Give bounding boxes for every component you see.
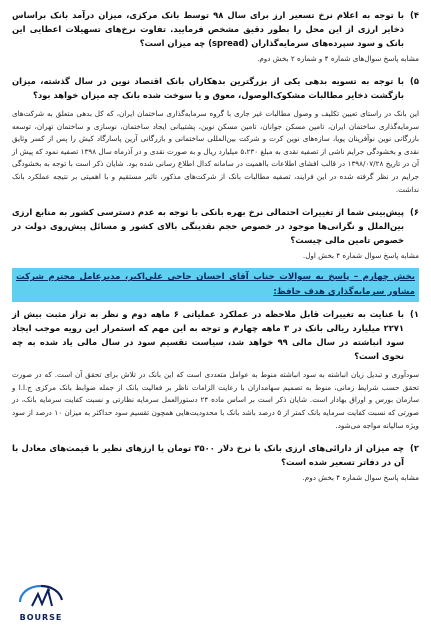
answer-paragraph: سودآوری و تبدیل زیان انباشته به سود انباشته منوط به عوامل متعددی است که این بانک در تلاش برای تحقق آن است. که در صورت تحقق حسب شرایط زمانی، منوط به تصمیم سهامداران با رعایت الزامات ناظر بر فعالیت بانک از جمله ضوابط بانک مرکزی ج.ا.ا و سازمان بورس و اوراق بهادار است. شایان ذکر است بر اساس ماده ۲۴ دستورالعمل سرمایه نظارتی و نسبت کفایت سرمایه بانک، در صورتی که نسبت کفایت سرمایه بانک کمتر از ۵ درصد باشد بانک با محدودیت‌هایی همچون تقسیم سود حداکثر به میزان ۱۰ درصد از سود ویژه سالیانه مواجه می‌شود. (12, 370, 419, 430)
question-number: ۵) (410, 76, 419, 86)
question-number: ۴) (410, 10, 419, 20)
bourse-logo (12, 582, 70, 622)
question-number: ۲) (410, 443, 419, 454)
section-title: بخش چهارم – پاسخ به سوالات جناب آقای احسان حاجی علی‌اکبر، مدیرعامل محترم شرکت مشاور سرمایه‌گذاری هدف حافظ: (16, 272, 415, 298)
section4-question-1 (12, 307, 419, 363)
question-text: با توجه به تسویه بدهی یکی از بزرگترین بدهکاران بانک اقتصاد نوین در سال گذشته، میزان بازگشت ذخایر مطالبات مشکوک‌الوصول، معوق و یا سوخت شده بانک چه میزان خواهد بود؟ (12, 76, 405, 100)
question-text: چه میزان از دارائی‌های ارزی بانک با نرخ دلار ۳۵۰۰ تومان یا ارزهای نظیر با قیمت‌های معادل با آن در دفاتر تسعیر شده است؟ (12, 443, 405, 468)
logo-wordmark: BOURSE (19, 613, 63, 622)
question-text: با توجه به اعلام نرخ تسعیر ارز برای سال ۹۸ توسط بانک مرکزی، میزان درآمد بانک براساس ذخایر ارزی از این محل را بطور دقیق مشخص فرمایید. تفاوت نرخ‌های تسهیلات اعطایی این بانک و سود سپرده‌های سرمایه‌گذاران (spread) چه میزان است؟ (12, 10, 405, 48)
question-5 (12, 74, 419, 102)
section4-question-2 (12, 441, 419, 469)
answer-reference: مشابه پاسخ سوال شماره ۴ بخش دوم. (302, 473, 419, 483)
question-6 (12, 205, 419, 247)
question-number: ۶) (410, 207, 419, 218)
answer-paragraph: این بانک در راستای تعیین تکلیف و وصول مطالبات غیر جاری با گروه سرمایه‌گذاری ساختمان ایران، که کل بدهی متعلق به شرکت‌های سرمایه‌گذاری ساختمان ایران، تامین مسکن جوانان، تامین مسکن نوین، پشتیبانی ایجاد ساختمان، نوسازی و ساختمان تهران، توسعه بازرگانی نوین نوآفرینان پویا، سازه‌های نوین کرت و شرکت بین‌المللی ساختمانی و بازرگانی آرین پاسارگاد کیش را پس از کسر وثایق نقدی و بخشودگی جرایم ناشی از تصفیه نقدی به مبلغ ۵،۲۳۰ میلیارد ریال و به صورت نقدی و در آذرماه سال ۱۳۹۸ تصفیه نمود که پیش از آن در تاریخ ۱۳۹۸/۰۷/۲۸ در قالب افشای اطلاعات بااهمیت در سامانه کدال اطلاع رسانی شده بود. شایان ذکر است با توجه به بخشودگی جرایم در نظر گرفته شده در این فرایند، تصفیه مطالبات بانک از شرکت‌های مذکور، تاثیر مستقیم و با اهمیتی بر نتیجه عملکرد بانک نداشت. (12, 109, 419, 194)
section-heading (12, 268, 419, 302)
question-number: ۱) (410, 309, 419, 320)
question-text: با عنایت به تغییرات قابل ملاحظه در عملکرد عملیاتی ۶ ماهه دوم و نظر به تراز مثبت بیش از ۲۲۷۱ میلیارد ریالی بانک در ۳ ماهه چهارم و توجه به این مهم که استمرار این رویه موجب ایجاد سود انباشته در سال مالی ۹۹ خواهد شد، سیاست تقسیم سود در سال مالی یاد شده به چه نحوی است؟ (12, 309, 405, 362)
question-text: پیش‌بینی شما از تغییرات احتمالی نرخ بهره بانکی با توجه به عدم دسترسی کشور به منابع ارزی بین‌الملل و نگرانی‌ها موجود در خصوص حجم نقدینگی بالای کشور و مسائل پیش‌روی دولت در خصوص تامین مالی چیست؟ (12, 207, 405, 246)
question-4 (12, 8, 419, 50)
answer-reference: مشابه پاسخ سوال‌های شماره ۴ و شماره ۲ بخش دوم. (257, 54, 419, 63)
answer-reference: مشابه پاسخ سوال شماره ۴ بخش اول. (302, 251, 419, 261)
